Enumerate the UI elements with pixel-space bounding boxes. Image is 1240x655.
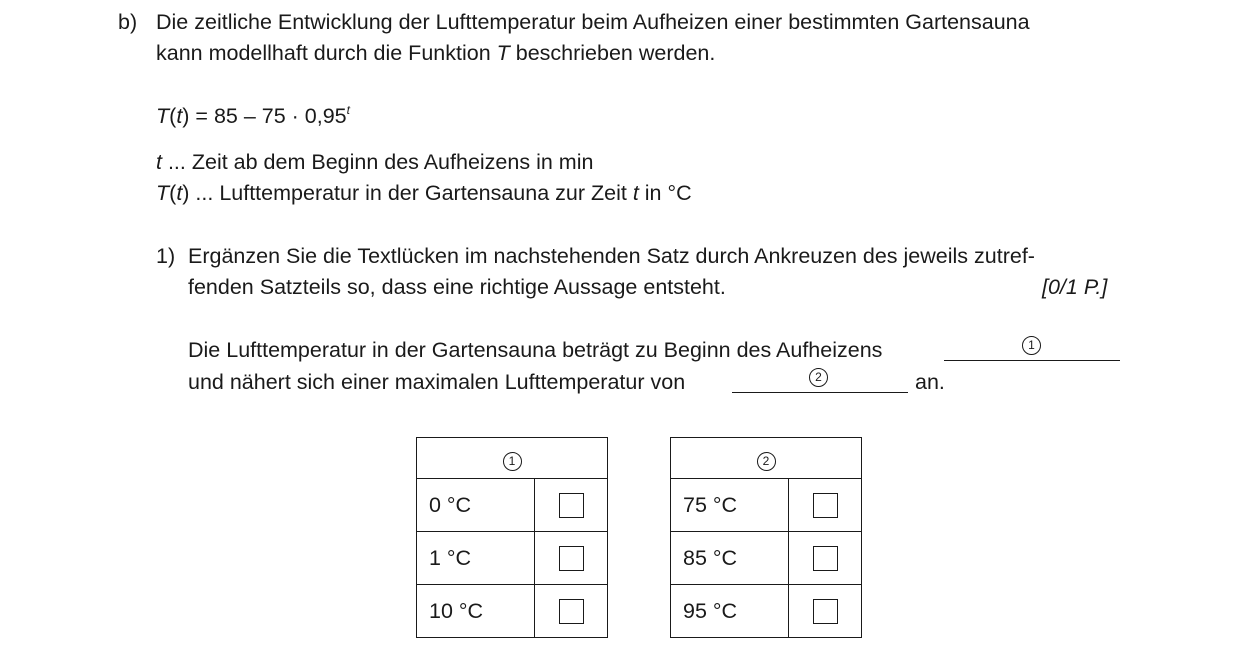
formula-T: T bbox=[156, 104, 170, 128]
formula-paren: ( bbox=[169, 104, 177, 128]
intro-line-2-post: beschrieben werden. bbox=[509, 41, 716, 65]
definition-T-t: t bbox=[176, 181, 183, 205]
task-line-1: Ergänzen Sie die Textlücken im nachstehenden Satz durch Ankreuzen des jeweils zutref- bbox=[188, 244, 1035, 268]
choice-table-2-option: 95 °C bbox=[671, 585, 789, 638]
definition-T-var: T bbox=[156, 181, 170, 205]
checkbox-10-degrees[interactable] bbox=[559, 599, 584, 624]
choice-table-1-checkbox-cell bbox=[535, 532, 608, 585]
definition-T-paren: ( bbox=[169, 181, 177, 205]
choice-table-2 bbox=[670, 437, 862, 638]
choice-table-2-option: 85 °C bbox=[671, 532, 789, 585]
checkbox-85-degrees[interactable] bbox=[813, 546, 838, 571]
definition-T-text-var: t bbox=[632, 181, 639, 205]
choice-table-2-checkbox-cell bbox=[789, 479, 862, 532]
choice-table-2-header bbox=[671, 438, 862, 479]
gap-1-marker: 1 bbox=[1022, 336, 1041, 355]
formula-t: t bbox=[176, 104, 183, 128]
task-number: 1) bbox=[156, 244, 176, 268]
sentence-line-2: und nähert sich einer maximalen Lufttemperatur von bbox=[188, 370, 686, 394]
definition-T bbox=[156, 181, 692, 206]
checkbox-95-degrees[interactable] bbox=[813, 599, 838, 624]
formula bbox=[156, 104, 350, 129]
choice-table-1 bbox=[416, 437, 608, 638]
intro-line-2 bbox=[156, 41, 715, 66]
choice-table-2-option: 75 °C bbox=[671, 479, 789, 532]
part-label: b) bbox=[118, 10, 138, 34]
choice-table-1-option: 1 °C bbox=[417, 532, 535, 585]
intro-line-2-pre: kann modellhaft durch die Funktion bbox=[156, 41, 497, 65]
choice-table-1-option: 10 °C bbox=[417, 585, 535, 638]
sentence-line-2-end: an. bbox=[915, 370, 945, 394]
choice-table-2-checkbox-cell bbox=[789, 585, 862, 638]
choice-table-2-checkbox-cell bbox=[789, 532, 862, 585]
definition-T-text-pre: ) ... Lufttemperatur in der Gartensauna zur Zeit bbox=[182, 181, 633, 205]
intro-line-1: Die zeitliche Entwicklung der Lufttemperatur beim Aufheizen einer bestimmten Gartensauna bbox=[156, 10, 1030, 34]
gap-1-blank bbox=[944, 338, 1120, 361]
task-line-2: fenden Satzteils so, dass eine richtige Aussage entsteht. bbox=[188, 275, 726, 299]
choice-table-1-header bbox=[417, 438, 608, 479]
definition-T-text-post: in °C bbox=[638, 181, 692, 205]
choice-table-1-checkbox-cell bbox=[535, 479, 608, 532]
definition-t-var: t bbox=[156, 150, 162, 174]
checkbox-0-degrees[interactable] bbox=[559, 493, 584, 518]
choice-table-2-marker: 2 bbox=[757, 452, 776, 471]
choice-table-1-option: 0 °C bbox=[417, 479, 535, 532]
choice-table-1-marker: 1 bbox=[503, 452, 522, 471]
definition-t bbox=[156, 150, 593, 175]
choice-table-1-checkbox-cell bbox=[535, 585, 608, 638]
gap-2-marker: 2 bbox=[809, 368, 828, 387]
task-points bbox=[1042, 275, 1107, 300]
gap-2-blank bbox=[732, 370, 908, 393]
checkbox-1-degree[interactable] bbox=[559, 546, 584, 571]
sentence-line-1: Die Lufttemperatur in der Gartensauna beträgt zu Beginn des Aufheizens bbox=[188, 338, 883, 362]
intro-variable-T: T bbox=[496, 41, 510, 65]
definition-t-text: ... Zeit ab dem Beginn des Aufheizens in min bbox=[161, 150, 594, 174]
formula-rhs: ) = 85 – 75 · 0,95 bbox=[182, 104, 347, 128]
checkbox-75-degrees[interactable] bbox=[813, 493, 838, 518]
task-points-text: [0/1 P.] bbox=[1042, 275, 1108, 299]
formula-exponent: t bbox=[346, 103, 350, 117]
